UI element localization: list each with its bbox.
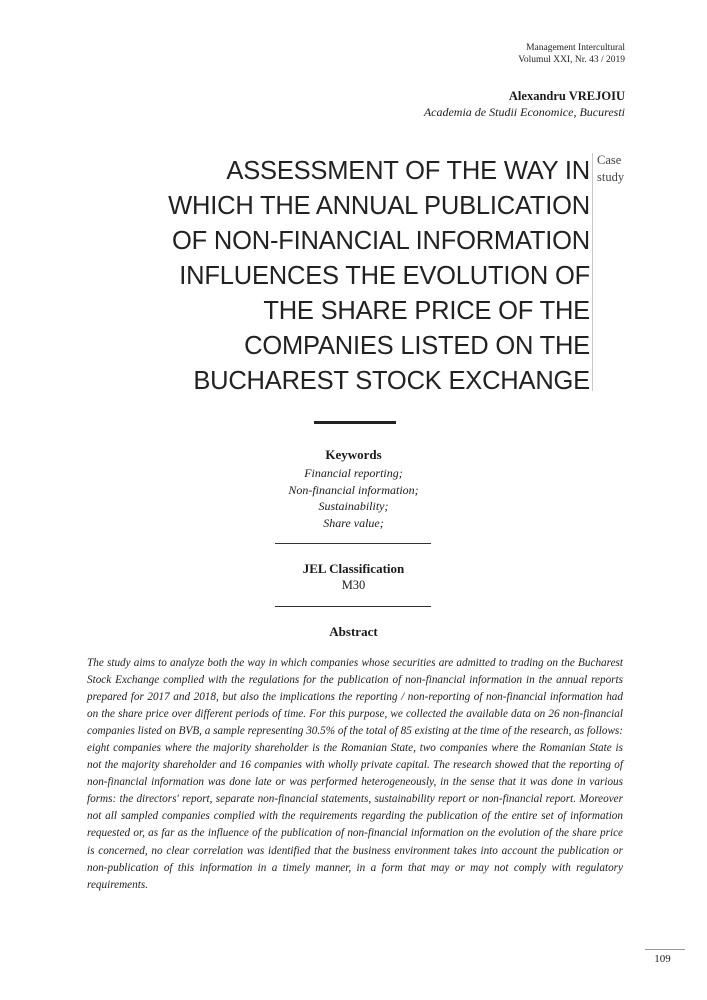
title-line: ASSESSMENT OF THE WAY IN [226, 157, 590, 185]
keyword-item: Sustainability; [318, 499, 389, 514]
section-divider [275, 606, 431, 607]
title-line: COMPANIES LISTED ON THE [244, 332, 590, 360]
article-type-line: study [597, 170, 625, 184]
keywords-heading: Keywords [325, 447, 382, 462]
keyword-item: Non-financial information; [288, 482, 419, 497]
journal-name: Management Intercultural [526, 43, 625, 53]
journal-header [518, 42, 625, 66]
page-number: 109 [654, 953, 671, 965]
title-divider [592, 153, 593, 391]
keyword-item: Share value; [323, 515, 384, 530]
section-divider-thick [314, 421, 396, 424]
keywords-block [0, 446, 707, 531]
keyword-item: Financial reporting; [304, 466, 403, 480]
section-divider [275, 543, 431, 544]
title-line: OF NON-FINANCIAL INFORMATION [172, 227, 590, 255]
article-title [70, 154, 590, 399]
title-line: BUCHAREST STOCK EXCHANGE [193, 367, 590, 395]
jel-block [0, 560, 707, 594]
jel-code: M30 [341, 578, 366, 592]
title-line: THE SHARE PRICE OF THE [263, 297, 590, 325]
article-type-line: Case [597, 153, 622, 167]
author-name: Alexandru VREJOIU [508, 89, 625, 103]
page-number-rule [645, 949, 685, 950]
author-affiliation: Academia de Studii Economice, Bucuresti [423, 105, 625, 119]
title-line: INFLUENCES THE EVOLUTION OF [179, 262, 590, 290]
article-type [597, 152, 637, 186]
title-line: WHICH THE ANNUAL PUBLICATION [168, 192, 590, 220]
jel-heading: JEL Classification [302, 561, 405, 576]
abstract-heading: Abstract [329, 624, 378, 639]
journal-volume: Volumul XXI, Nr. 43 / 2019 [518, 55, 625, 65]
author-block [424, 88, 625, 120]
abstract-text: The study aims to analyze both the way in which companies whose securities are admitted to trading on the Bucharest Stock Exchange complied with the regulations for the publication of non-financial information in the annual reports prepared for 2017 and 2018, but also the implications the reporting / non-reporting of non-financial information had on the share price over different periods of time. For this purpose, we collected the available data on 26 non-financial companies listed on BVB, a sample representing 30.5% of the total of 85 existing at the time of the research, as follows: eight companies where the majority shareholder is the Romanian State, two companies where the Romanian State is not the majority shareholder and 16 companies with wholly private capital. The research showed that the reporting of non-financial information was done late or was performed heterogeneously, in the sense that it was done in various forms: the directors' report, separate non-financial statements, sustainability report or non-financial report. Moreover not all sampled companies complied with the requirements regarding the publication of the entire set of information requested or, as far as the influence of the publication of non-financial information on the evolution of the share price is concerned, no clear correlation was identified that the business environment takes into account the publication or non-publication of this information in a timely manner, in a form that may or may not comply with regulatory requirements. [87, 657, 623, 891]
